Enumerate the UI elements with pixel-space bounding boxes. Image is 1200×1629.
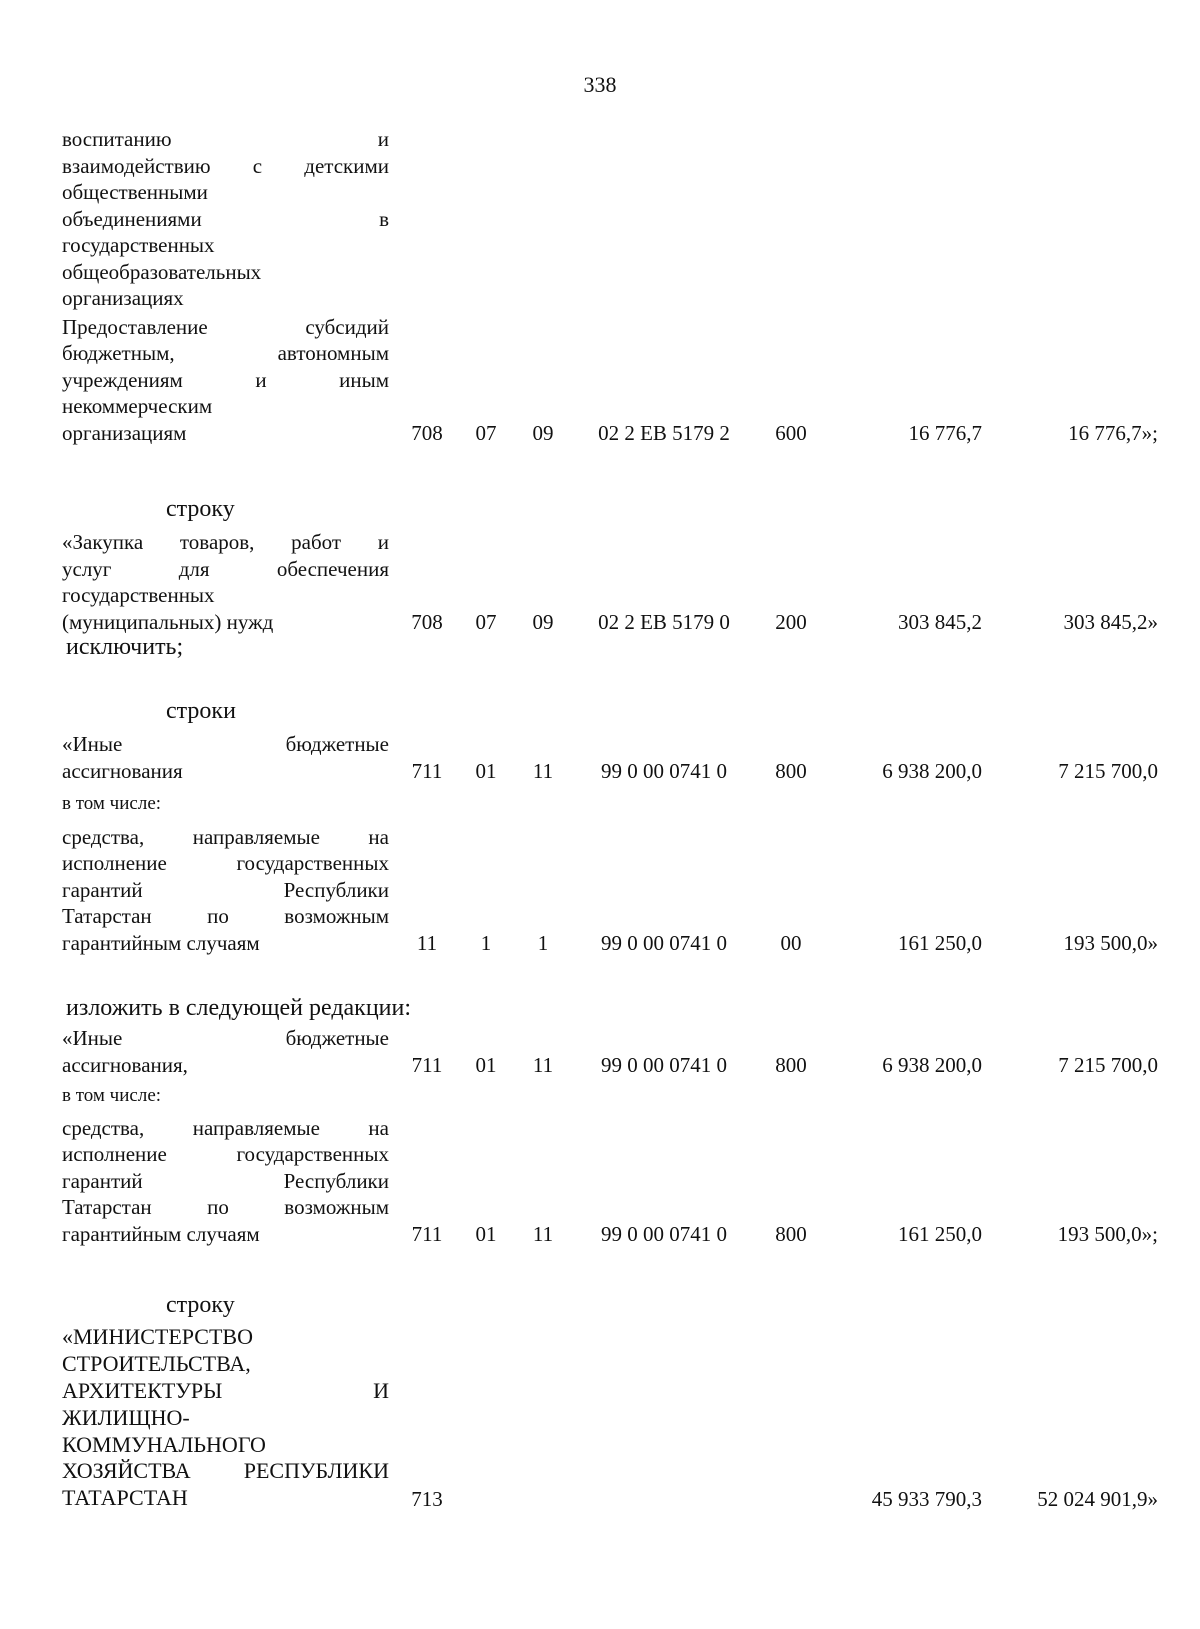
cell-rz: 01 (475, 758, 497, 783)
cell-pr: 09 (532, 420, 554, 445)
cell-sum-2: 303 845,2» (1063, 609, 1158, 634)
cell-vr: 800 (775, 1052, 807, 1077)
cell-csr: 99 0 00 0741 0 (601, 758, 727, 783)
instruction-heading: строку (166, 1292, 235, 1318)
table-row (0, 1112, 1200, 1247)
cell-ved: 713 (411, 1486, 443, 1511)
cell-pr: 1 (537, 930, 549, 955)
cell-ved: 708 (411, 420, 443, 445)
cell-sum-2: 16 776,7»; (1068, 420, 1158, 445)
instruction-text: исключить; (66, 634, 184, 660)
cell-sum-1: 6 938 200,0 (882, 1052, 982, 1077)
row-name: средства, направляемые на исполнение государственных гарантий Республики Татарстан по возможным гарантийным случаям (62, 824, 389, 955)
row-name: «Закупка товаров, работ и услуг для обеспечения государственных (муниципальных) нужд (62, 530, 389, 634)
cell-pr: 11 (532, 1221, 554, 1246)
cell-sum-1: 16 776,7 (908, 420, 982, 445)
cell-rz: 07 (475, 420, 497, 445)
table-row (0, 528, 1200, 635)
cell-vr: 800 (775, 1221, 807, 1246)
continuation-text (62, 126, 389, 312)
subtitle: в том числе: (62, 1085, 162, 1106)
instruction-heading: строки (166, 698, 236, 724)
row-name: «Иные бюджетные ассигнования, (62, 1026, 389, 1077)
continuation-line: воспитанию и (62, 127, 389, 151)
cell-sum-2: 7 215 700,0 (1058, 1052, 1158, 1077)
cell-ved: 711 (411, 758, 443, 783)
cell-sum-1: 303 845,2 (898, 609, 982, 634)
continuation-line: государственных (62, 233, 215, 257)
cell-vr: 800 (775, 758, 807, 783)
instruction-heading: строку (166, 496, 235, 522)
table-row (0, 822, 1200, 956)
cell-sum-2: 193 500,0»; (1057, 1221, 1158, 1246)
cell-sum-1: 161 250,0 (898, 1221, 982, 1246)
continuation-line: общественными (62, 180, 208, 204)
cell-sum-2: 52 024 901,9» (1037, 1486, 1158, 1511)
cell-ved: 708 (411, 609, 443, 634)
cell-sum-1: 161 250,0 (898, 930, 982, 955)
cell-ved: 711 (411, 1052, 443, 1077)
cell-pr: 11 (532, 1052, 554, 1077)
continuation-line: взаимодействию с детскими (62, 153, 389, 178)
row-name: средства, направляемые на исполнение государственных гарантий Республики Татарстан по возможным гарантийным случаям (62, 1115, 389, 1246)
table-row (0, 312, 1200, 446)
continuation-line: организациях (62, 286, 184, 310)
cell-sum-2: 193 500,0» (1063, 930, 1158, 955)
continuation-line: объединениями в (62, 206, 389, 231)
page-number: 338 (583, 72, 617, 97)
cell-csr: 02 2 ЕВ 5179 0 (598, 609, 730, 634)
cell-rz: 1 (480, 930, 492, 955)
cell-ved: 711 (411, 1221, 443, 1246)
cell-rz: 01 (475, 1221, 497, 1246)
cell-sum-1: 45 933 790,3 (871, 1486, 982, 1511)
cell-rz: 01 (475, 1052, 497, 1077)
table-row (0, 1024, 1200, 1078)
cell-csr: 99 0 00 0741 0 (601, 1221, 727, 1246)
subtitle: в том числе: (62, 793, 162, 814)
cell-sum-2: 7 215 700,0 (1058, 758, 1158, 783)
continuation-line: общеобразовательных (62, 259, 262, 284)
cell-vr: 600 (775, 420, 807, 445)
instruction-heading: изложить в следующей редакции: (66, 995, 412, 1021)
cell-pr: 11 (532, 758, 554, 783)
cell-pr: 09 (532, 609, 554, 634)
row-name: Предоставление субсидий бюджетным, автономным учреждениям и иным некоммерческим организациям (62, 314, 389, 445)
cell-csr: 99 0 00 0741 0 (601, 930, 727, 955)
table-row (0, 730, 1200, 784)
cell-ved: 11 (416, 930, 438, 955)
table-row (0, 1324, 1200, 1512)
cell-vr: 200 (775, 609, 807, 634)
cell-csr: 99 0 00 0741 0 (601, 1052, 727, 1077)
cell-rz: 07 (475, 609, 497, 634)
row-name: «Иные бюджетные ассигнования (62, 732, 389, 783)
cell-sum-1: 6 938 200,0 (882, 758, 982, 783)
row-name: «МИНИСТЕРСТВО СТРОИТЕЛЬСТВА, АРХИТЕКТУРЫ И ЖИЛИЩНО- КОММУНАЛЬНОГО ХОЗЯЙСТВА РЕСПУБЛИКИ ТАТАРСТАН (62, 1324, 389, 1511)
cell-vr: 00 (780, 930, 802, 955)
cell-csr: 02 2 ЕВ 5179 2 (598, 420, 730, 445)
